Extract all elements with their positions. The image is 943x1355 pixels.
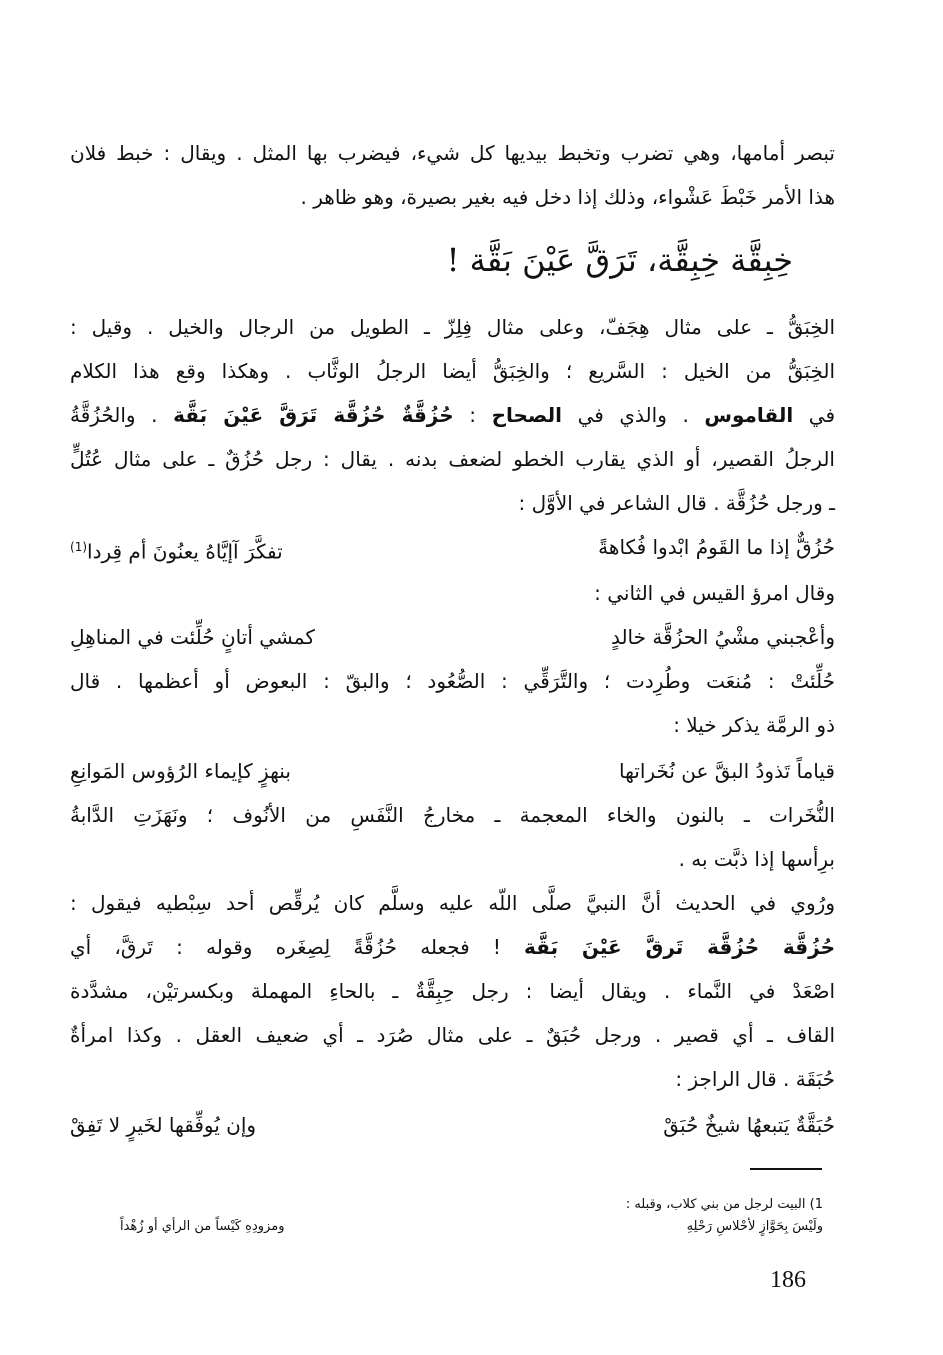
section-heading: خِبِقَّة خِبِقَّة، تَرَقَّ عَيْنَ بَقَّة ! [446,241,793,279]
text-run: : [453,403,492,427]
text-run: . والذي في [562,403,705,427]
paragraph-line: اصْعَدْ في النَّماء . ويقال أيضا : رجل حِبِقَّةٌ ـ بالحاءِ المهملة وبكسرتيْن، مشدَّدة [70,979,835,1003]
verse-hemistich: حُزُقٌّ إذا ما القَومُ ابْدوا فُكاهةً [598,535,835,559]
verse-line [70,1110,835,1140]
text-run: ! فجعله حُزُقَّةً لِصِغَره وقوله : تَرقَّ، أي [70,935,525,959]
footnote-line: 1) البيت لرجل من بني كلاب، وقبله : [625,1197,823,1212]
paragraph-line: ورُوي في الحديث أنَّ النبيَّ صلَّى اللّه عليه وسلَّم كان يُرقِّص أحد سِبْطيه فيقول : [70,891,835,915]
text-run: في [793,403,836,427]
verse-line [70,756,835,786]
verse-hemistich: ومزودِهِ كَيْساً من الرأي أو زُهْداً [120,1219,285,1234]
paragraph-line-mixed [70,400,835,430]
footnote-verse [120,1218,823,1236]
paragraph-line: القاف ـ أي قصير . ورجل حُبَقٌ ـ على مثال صُرَد ـ أي ضعيف العقل . وكذا امرأةٌ [70,1023,835,1047]
verse-hemistich: وإن يُوفِّقها لخَيرٍ لا تَفِقْ [70,1113,257,1137]
verse-hemistich: وأعْجبني مشْيُ الحزُقَّة خالدٍ [610,625,835,649]
verse-line [70,622,835,652]
bold-proverb: حُزُقَّةٌ حُزُقَّة تَرَقَّ عَيْنَ بَقَّة [173,403,454,427]
bold-term: الصحاح [491,403,562,427]
paragraph-line: حُبَقَة . قال الراجز : [675,1067,835,1091]
verse-hemistich: بنهزٍ كإيماء الرُؤوس المَوانِعِ [70,759,291,783]
paragraph-line: الخِبَقُّ ـ على مثال هِجَفّ، وعلى مثال فِلِزّ ـ الطويل من الرجال والخيل . وقيل : [70,315,835,339]
page-number: 186 [770,1267,806,1293]
paragraph-line: ذو الرمَّة يذكر خيلا : [673,713,835,737]
paragraph-line: هذا الأمر خَبْطَ عَشْواء، وذلك إذا دخل فيه بغير بصيرة، وهو ظاهر . [300,185,835,209]
footnote-separator [750,1168,822,1170]
verse-hemistich: حُبَقَّةٌ يَتبعهُا شيخٌ حُبَقْ [663,1113,835,1137]
text-run: . والحُزُقَّةُ [70,403,174,427]
verse-hemistich: قياماً تَذودُ البقَّ عن نُخَراتها [618,759,835,783]
paragraph-line: الخِبَقُّ من الخيل : السَّريع ؛ والخِبَقُّ أيضا الرجلُ الوثَّاب . وهكذا وقع هذا الكلام [70,359,835,383]
paragraph-line: الرجلُ القصير، أو الذي يقارب الخطو لضعف بدنه . يقال : رجل حُزُقٌ ـ على مثال عُتُلٍّ [70,447,835,471]
paragraph-line: تبصر أمامها، وهي تضرب وتخبط بيديها كل شيء، فيضرب بها المثل . ويقال : خبط فلان [70,141,835,165]
verse-line [70,532,835,567]
verse-hemistich: كمشي أتانٍ حُلِّئت في المناهِلِ [70,625,315,649]
paragraph-line: حُلِّئتْ : مُنعَت وطُرِدت ؛ والتَّرَقِّي : الصُّعُود ؛ والبقّ : البعوض أو أعظمها . قال [70,669,835,693]
paragraph-line: ـ ورجل حُزُقَّة . قال الشاعر في الأوَّل : [518,491,835,515]
paragraph-line-mixed [70,932,835,962]
footnote-marker: (1) [70,540,88,554]
paragraph-line: وقال امرؤ القيس في الثاني : [594,581,835,605]
verse-hemistich-end [70,532,283,567]
verse-text: تفكَّرَ آإيَّاهُ يعنُونَ أم قِردا [87,539,283,564]
bold-proverb: حُزُقَّة حُزُقَّة تَرقَّ عَيْنَ بَقَّة [524,935,836,959]
verse-hemistich: ولَيْسَ بِحَوَّازٍ لأحْلاسِ رَحْلِهِ [686,1219,823,1234]
bold-term: القاموس [704,403,794,427]
paragraph-line: النُّخَرات ـ بالنون والخاء المعجمة ـ مخارجُ النَّفَسِ من الأنُوف ؛ ونَهَزَتِ الدَّابةُ [70,803,835,827]
paragraph-line: برِأسها إذا ذبَّت به . [678,847,835,871]
